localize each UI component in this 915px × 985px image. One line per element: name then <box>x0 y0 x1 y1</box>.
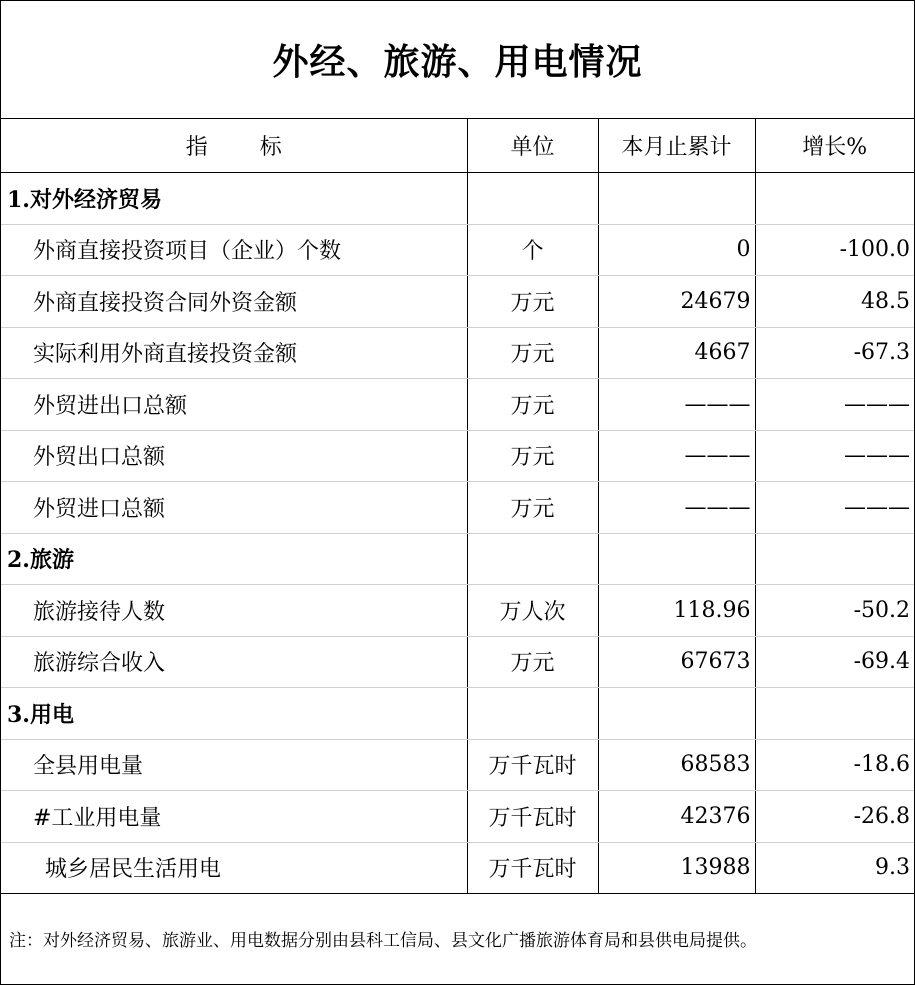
page-title: 外经、旅游、用电情况 <box>1 1 914 119</box>
row-label: 外商直接投资项目（企业）个数 <box>1 224 467 276</box>
row-unit: 万元 <box>467 379 598 431</box>
table-body <box>1 173 914 894</box>
row-cumulative-value: 0 <box>598 224 755 276</box>
table-row <box>1 224 914 276</box>
row-label: 城乡居民生活用电 <box>1 842 467 894</box>
row-cumulative-value: 118.96 <box>598 585 755 637</box>
empty-cell <box>755 533 914 585</box>
row-unit: 个 <box>467 224 598 276</box>
empty-cell <box>755 688 914 740</box>
header-growth: 增长% <box>755 119 914 173</box>
header-indicator-a: 指 <box>185 135 208 160</box>
row-label: 外商直接投资合同外资金额 <box>1 276 467 328</box>
row-growth-value: -26.8 <box>755 791 914 843</box>
table-row <box>1 379 914 431</box>
row-label: 实际利用外商直接投资金额 <box>1 327 467 379</box>
header-indicator-b: 标 <box>259 135 282 160</box>
row-unit: 万元 <box>467 276 598 328</box>
table-row <box>1 430 914 482</box>
section-heading: 3.用电 <box>1 688 467 740</box>
row-unit: 万元 <box>467 482 598 534</box>
table-row <box>1 327 914 379</box>
table-row <box>1 636 914 688</box>
section-row <box>1 173 914 225</box>
table-row <box>1 739 914 791</box>
row-cumulative-value: 68583 <box>598 739 755 791</box>
table-row <box>1 842 914 894</box>
row-unit: 万元 <box>467 327 598 379</box>
row-growth-value: -18.6 <box>755 739 914 791</box>
section-heading: 1.对外经济贸易 <box>1 173 467 225</box>
table-row <box>1 585 914 637</box>
footnote: 注：对外经济贸易、旅游业、用电数据分别由县科工信局、县文化广播旅游体育局和县供电局提供。 <box>9 931 757 951</box>
header-cumulative: 本月止累计 <box>598 119 755 173</box>
table-row <box>1 276 914 328</box>
row-unit: 万千瓦时 <box>467 842 598 894</box>
row-cumulative-value: ——— <box>598 379 755 431</box>
table-row <box>1 791 914 843</box>
header-unit: 单位 <box>467 119 598 173</box>
row-growth-value: 9.3 <box>755 842 914 894</box>
row-cumulative-value: ——— <box>598 482 755 534</box>
empty-cell <box>598 688 755 740</box>
row-growth-value: -100.0 <box>755 224 914 276</box>
data-table <box>1 119 914 894</box>
row-label: 全县用电量 <box>1 739 467 791</box>
header-row <box>1 119 914 173</box>
row-growth-value: -67.3 <box>755 327 914 379</box>
row-label: 外贸出口总额 <box>1 430 467 482</box>
empty-cell <box>755 173 914 225</box>
empty-cell <box>467 688 598 740</box>
row-unit: 万元 <box>467 430 598 482</box>
empty-cell <box>467 173 598 225</box>
row-unit: 万元 <box>467 636 598 688</box>
row-label: 旅游综合收入 <box>1 636 467 688</box>
row-unit: 万人次 <box>467 585 598 637</box>
row-cumulative-value: 4667 <box>598 327 755 379</box>
row-growth-value: -50.2 <box>755 585 914 637</box>
section-row <box>1 533 914 585</box>
table-row <box>1 482 914 534</box>
row-label: 旅游接待人数 <box>1 585 467 637</box>
section-heading: 2.旅游 <box>1 533 467 585</box>
row-unit: 万千瓦时 <box>467 791 598 843</box>
empty-cell <box>598 533 755 585</box>
empty-cell <box>598 173 755 225</box>
header-indicator <box>1 119 467 173</box>
row-growth-value: -69.4 <box>755 636 914 688</box>
row-cumulative-value: ——— <box>598 430 755 482</box>
section-row <box>1 688 914 740</box>
row-label: 外贸进出口总额 <box>1 379 467 431</box>
row-growth-value: ——— <box>755 430 914 482</box>
row-label: #工业用电量 <box>1 791 467 843</box>
row-cumulative-value: 42376 <box>598 791 755 843</box>
row-cumulative-value: 67673 <box>598 636 755 688</box>
row-growth-value: ——— <box>755 379 914 431</box>
row-growth-value: 48.5 <box>755 276 914 328</box>
empty-cell <box>467 533 598 585</box>
row-label: 外贸进口总额 <box>1 482 467 534</box>
row-growth-value: ——— <box>755 482 914 534</box>
row-unit: 万千瓦时 <box>467 739 598 791</box>
row-cumulative-value: 24679 <box>598 276 755 328</box>
row-cumulative-value: 13988 <box>598 842 755 894</box>
